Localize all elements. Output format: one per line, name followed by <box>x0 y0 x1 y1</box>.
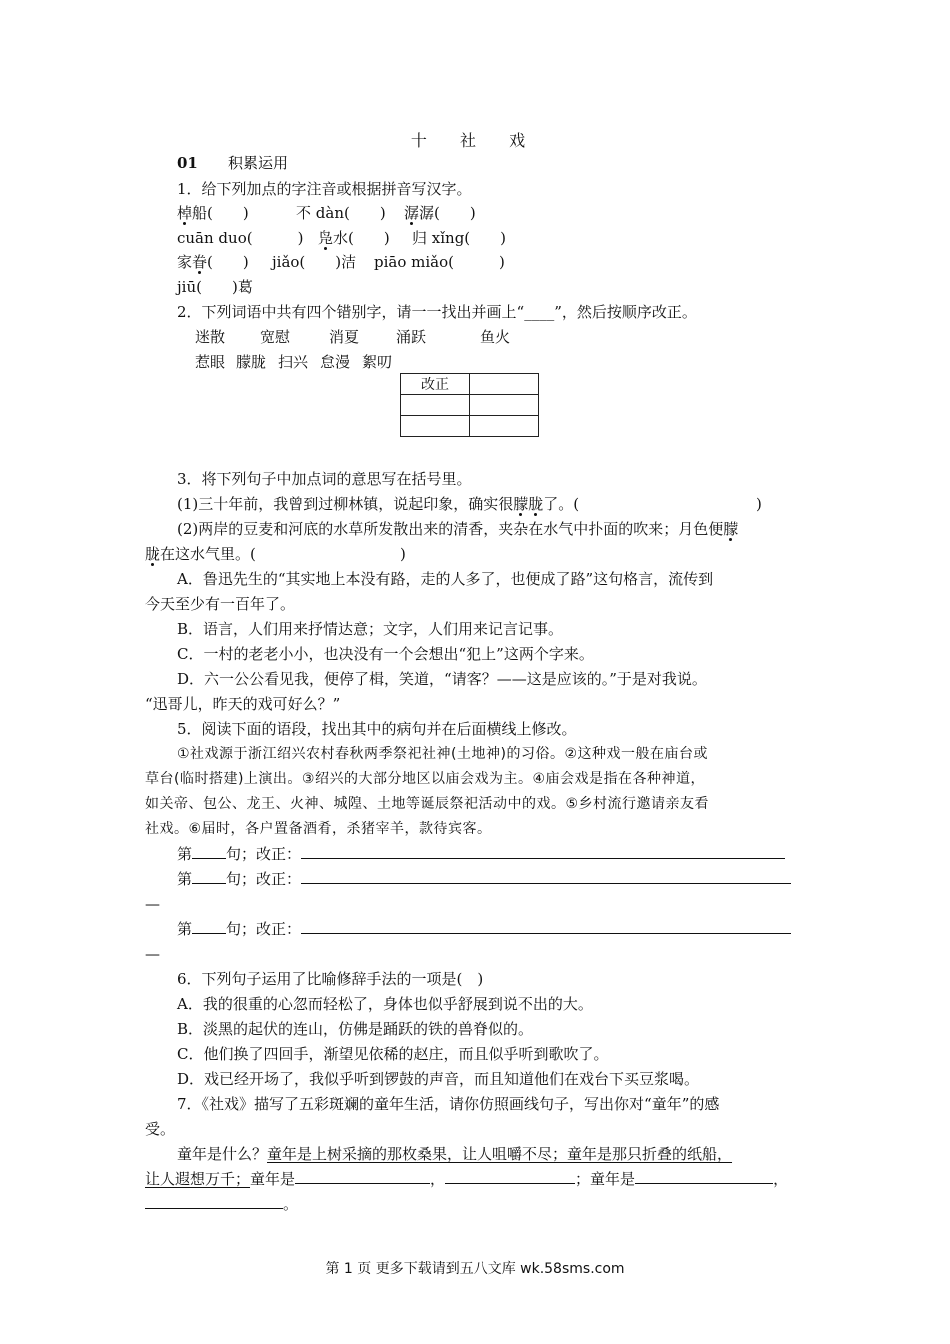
q6-option-c: C．他们换了四回手，渐望见依稀的赵庄，而且似乎听到歌吹了。 <box>177 1045 609 1063</box>
q3-text: 了。( <box>543 495 580 513</box>
q5-label: 句；改正： <box>226 845 302 863</box>
line-continuation: — <box>145 895 160 913</box>
q5-label: 句；改正： <box>226 920 302 938</box>
q2-word: 朦胧 <box>236 353 267 371</box>
answer-blank[interactable] <box>295 1169 430 1184</box>
q1-text: xǐng( ) <box>431 229 507 247</box>
section-number: 01 <box>177 154 198 172</box>
q2-word: 絮叨 <box>362 353 393 371</box>
q5-paragraph-line: 如关帝、包公、龙王、火神、城隍、土地等诞辰祭祀活动中的戏。⑤乡村流行邀请亲友看 <box>145 796 710 812</box>
q7-text: ， <box>430 1170 446 1188</box>
q2-word: 涌跃 <box>396 328 427 346</box>
sentence-number-blank[interactable] <box>192 869 226 884</box>
dotted-char: 凫 <box>318 229 334 247</box>
underlined-example: 让人遐想万千； <box>145 1170 251 1188</box>
dotted-char: 胧 <box>528 495 544 513</box>
correction-blank[interactable] <box>301 919 791 934</box>
q2-word: 宽慰 <box>260 328 291 346</box>
q5-label: 第 <box>177 920 193 938</box>
q1-row3-b: jiǎo( )洁 <box>272 253 357 271</box>
correction-blank[interactable] <box>301 869 791 884</box>
q5-label: 第 <box>177 870 193 888</box>
q5-answer-line <box>177 843 785 865</box>
q6-stem: 6．下列句子运用了比喻修辞手法的一项是( ) <box>177 970 484 988</box>
q1-text: 潺( ) <box>419 204 476 222</box>
q6-option-a: A．我的很重的心忽而轻松了，身体也似乎舒展到说不出的大。 <box>177 995 593 1013</box>
q7-line-1 <box>177 1143 732 1165</box>
q1-row1-a <box>177 202 249 224</box>
q2-word: 鱼火 <box>480 328 511 346</box>
table-answer-cell[interactable] <box>401 395 470 416</box>
section-name: 积累运用 <box>228 154 289 172</box>
q5-paragraph-line: 草台(临时搭建)上演出。③绍兴的大部分地区以庙会戏为主。④庙会戏是指在各种神道， <box>145 771 706 787</box>
q4-option-d-cont: “迅哥儿，昨天的戏可好么？” <box>145 695 341 713</box>
q3-text: (2)两岸的豆麦和河底的水草所发散出来的清香，夹杂在水气中扑面的吹来；月色便 <box>177 520 724 538</box>
table-answer-cell[interactable] <box>470 416 539 437</box>
q1-text: ( ) <box>207 253 249 271</box>
q4-option-b: B．语言，人们用来抒情达意；文字，人们用来记言记事。 <box>177 620 564 638</box>
q3-sentence-1 <box>177 493 579 515</box>
q7-line-2 <box>145 1168 788 1190</box>
q3-text: (1)三十年前，我曾到过柳林镇，说起印象，确实很 <box>177 495 514 513</box>
q3-paren-close: ) <box>400 545 406 563</box>
sentence-number-blank[interactable] <box>192 919 226 934</box>
table-answer-cell[interactable] <box>470 374 539 395</box>
q7-text: 童年是 <box>250 1170 296 1188</box>
q1-text: 家 <box>177 253 193 271</box>
q3-sentence-2 <box>177 518 738 540</box>
q3-text: 在这水气里。( <box>160 545 256 563</box>
q2-word: 惹眼 <box>195 353 226 371</box>
q7-stem-cont: 受。 <box>145 1120 176 1138</box>
q7-line-3 <box>145 1193 298 1215</box>
table-answer-cell[interactable] <box>470 395 539 416</box>
q1-row4-a: jiū( )葛 <box>177 278 253 296</box>
q1-text: 归 <box>412 229 432 247</box>
q7-text: 。 <box>283 1195 299 1213</box>
line-continuation: — <box>145 945 160 963</box>
dotted-char: 朦 <box>513 495 529 513</box>
dotted-char: 朦 <box>723 520 739 538</box>
q5-stem: 5．阅读下面的语段，找出其中的病句并在后面横线上修改。 <box>177 720 577 738</box>
table-header-cell: 改正 <box>401 374 470 395</box>
q1-row3-a <box>177 251 249 273</box>
q4-option-d: D．六一公公看见我，便停了楫，笑道，“请客？——这是应该的。”于是对我说。 <box>177 670 707 688</box>
q5-answer-line <box>177 868 791 890</box>
dotted-char: 眷 <box>192 253 208 271</box>
q1-row2-a: cuān duo( ) <box>177 229 304 247</box>
q4-option-c: C．一村的老老小小，也决没有一个会想出“犯上”这两个字来。 <box>177 645 594 663</box>
q2-stem: 2．下列词语中共有四个错别字，请一一找出并画上“____”，然后按顺序改正。 <box>177 303 697 321</box>
q6-option-d: D．戏已经开场了，我似乎听到锣鼓的声音，而且知道他们在戏台下买豆浆喝。 <box>177 1070 700 1088</box>
q7-text: ；童年是 <box>575 1170 636 1188</box>
q2-word: 扫兴 <box>278 353 309 371</box>
q1-text: 水( ) <box>333 229 390 247</box>
q5-paragraph-line: ①社戏源于浙江绍兴农村春秋两季祭祀社神(土地神)的习俗。②这种戏一般在庙台或 <box>177 746 709 762</box>
answer-blank[interactable] <box>635 1169 773 1184</box>
sentence-number-blank[interactable] <box>192 844 226 859</box>
q7-text: ， <box>773 1170 789 1188</box>
q2-word: 迷散 <box>195 328 226 346</box>
answer-blank[interactable] <box>145 1194 283 1209</box>
q5-label: 句；改正： <box>226 870 302 888</box>
answer-blank[interactable] <box>445 1169 575 1184</box>
q3-paren-close: ) <box>756 495 762 513</box>
underlined-example: 童年是上树采摘的那枚桑果，让人咀嚼不尽；童年是那只折叠的纸船， <box>267 1145 733 1163</box>
q5-answer-line <box>177 918 791 940</box>
table-answer-cell[interactable] <box>401 416 470 437</box>
q4-option-a: A．鲁迅先生的“其实地上本没有路，走的人多了，也便成了路”这句格言，流传到 <box>177 570 714 588</box>
q1-stem: 1．给下列加点的字注音或根据拼音写汉字。 <box>177 180 472 198</box>
q5-paragraph-line: 社戏。⑥届时，各户置备酒肴，杀猪宰羊，款待宾客。 <box>145 821 492 837</box>
q1-row2-b <box>318 227 390 249</box>
q7-stem: 7．《社戏》描写了五彩斑斓的童年生活，请你仿照画线句子，写出你对“童年”的感 <box>177 1095 720 1113</box>
correction-table <box>400 373 539 437</box>
q1-row1-c <box>404 202 476 224</box>
q5-label: 第 <box>177 845 193 863</box>
q3-sentence-2-cont <box>145 543 256 565</box>
q6-option-b: B．淡黑的起伏的连山，仿佛是踊跃的铁的兽脊似的。 <box>177 1020 534 1038</box>
q2-word: 怠漫 <box>320 353 351 371</box>
q1-row2-c <box>412 227 506 249</box>
q4-option-a-cont: 今天至少有一百年了。 <box>145 595 296 613</box>
page-title: 十 社 戏 <box>410 131 540 150</box>
q1-row3-c: piāo miǎo( ) <box>374 253 505 271</box>
q1-text: 船( ) <box>192 204 249 222</box>
dotted-char: 潺 <box>404 204 420 222</box>
dotted-char: 棹 <box>177 204 193 222</box>
correction-blank[interactable] <box>301 844 785 859</box>
page-footer: 第 1 页 更多下载请到五八文库 wk.58sms.com <box>325 1261 625 1277</box>
q7-text: 童年是什么？ <box>177 1145 268 1163</box>
q3-stem: 3．将下列句子中加点词的意思写在括号里。 <box>177 470 472 488</box>
dotted-char: 胧 <box>145 545 161 563</box>
q1-row1-b: 不 dàn( ) <box>296 204 386 222</box>
q2-word: 消夏 <box>329 328 360 346</box>
